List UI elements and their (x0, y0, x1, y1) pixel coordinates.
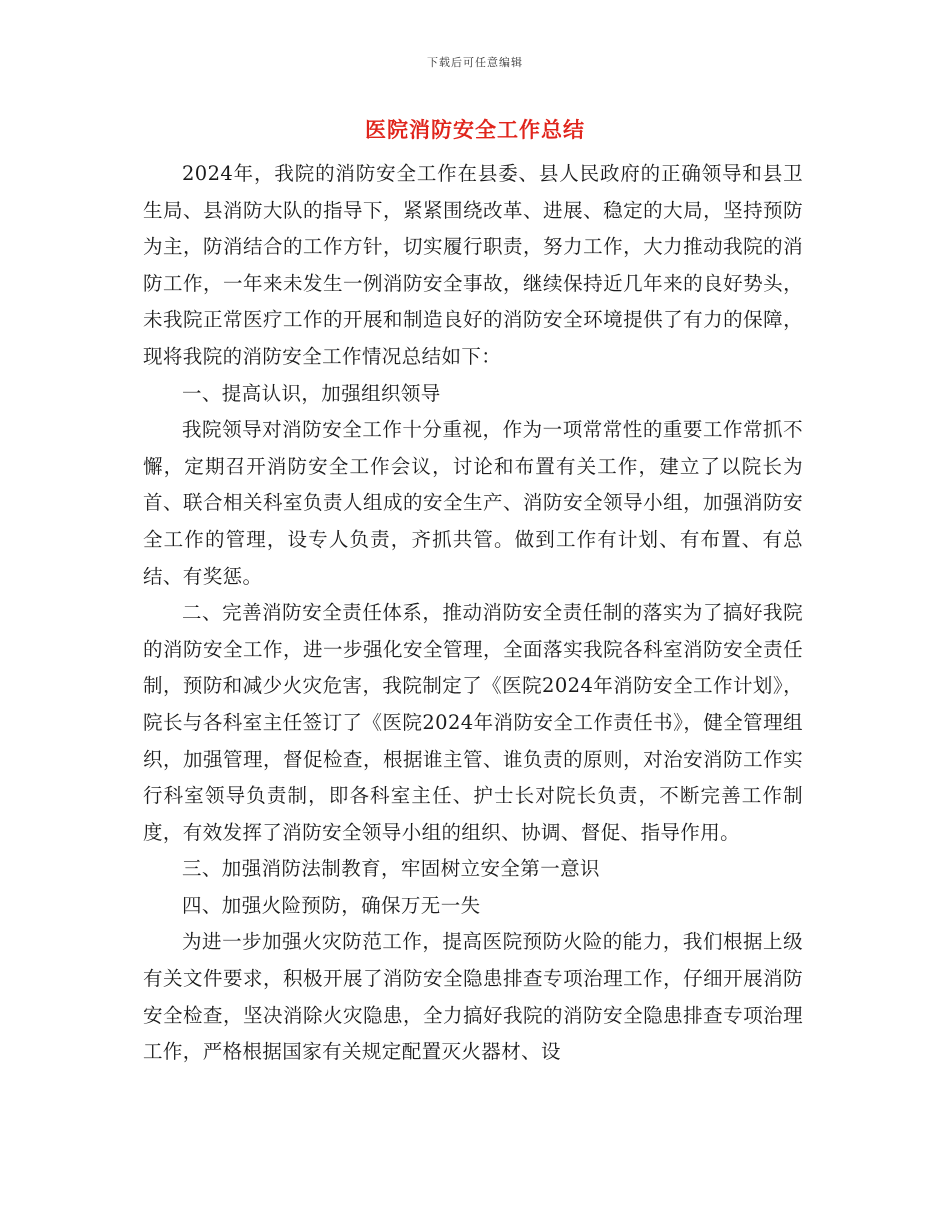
document-body (143, 156, 803, 1071)
section-heading-1: 一、提高认识，加强组织领导 (182, 381, 441, 405)
paragraph-intro: 2024年，我院的消防安全工作在县委、县人民政府的正确领导和县卫生局、县消防大队的指导下，紧紧围绕改革、进展、稳定的大局，坚持预防为主，防消结合的工作方针，切实履行职责，努力工作，大力推动我院的消防工作，一年来未发生一例消防安全事故，继续保持近几年来的良好势头，未我院正常医疗工作的开展和制造良好的消防安全环境提供了有力的保障，现将我院的消防安全工作情况总结如下： (143, 162, 803, 368)
section-heading-4: 四、加强火险预防，确保万无一失 (182, 893, 481, 917)
document-title: 医院消防安全工作总结 (365, 118, 585, 142)
header-note: 下载后可任意编辑 (427, 56, 523, 69)
section-heading-2-paragraph: 二、完善消防安全责任体系，推动消防安全责任制的落实为了搞好我院的消防安全工作，进一步强化安全管理，全面落实我院各科室消防安全责任制，预防和减少火灾危害，我院制定了《医院2024年消防安全工作计划》，院长与各科室主任签订了《医院2024年消防安全工作责任书》，健全管理组织，加强管理，督促检查，根据谁主管、谁负责的原则，对治安消防工作实行科室领导负责制，即各科室主任、护士长对院长负责，不断完善工作制度，有效发挥了消防安全领导小组的组织、协调、督促、指导作用。 (143, 601, 803, 844)
section-heading-3: 三、加强消防法制教育，牢固树立安全第一意识 (182, 857, 600, 881)
paragraph-section-1: 我院领导对消防安全工作十分重视，作为一项常常性的重要工作常抓不懈，定期召开消防安全工作会议，讨论和布置有关工作，建立了以院长为首、联合相关科室负责人组成的安全生产、消防安全领导小组，加强消防安全工作的管理，设专人负责，齐抓共管。做到工作有计划、有布置、有总结、有奖惩。 (143, 418, 803, 588)
paragraph-section-4: 为进一步加强火灾防范工作，提高医院预防火险的能力，我们根据上级有关文件要求，积极开展了消防安全隐患排查专项治理工作，仔细开展消防安全检查，坚决消除火灾隐患，全力搞好我院的消防安全隐患排查专项治理工作，严格根据国家有关规定配置灭火器材、设 (143, 930, 803, 1064)
